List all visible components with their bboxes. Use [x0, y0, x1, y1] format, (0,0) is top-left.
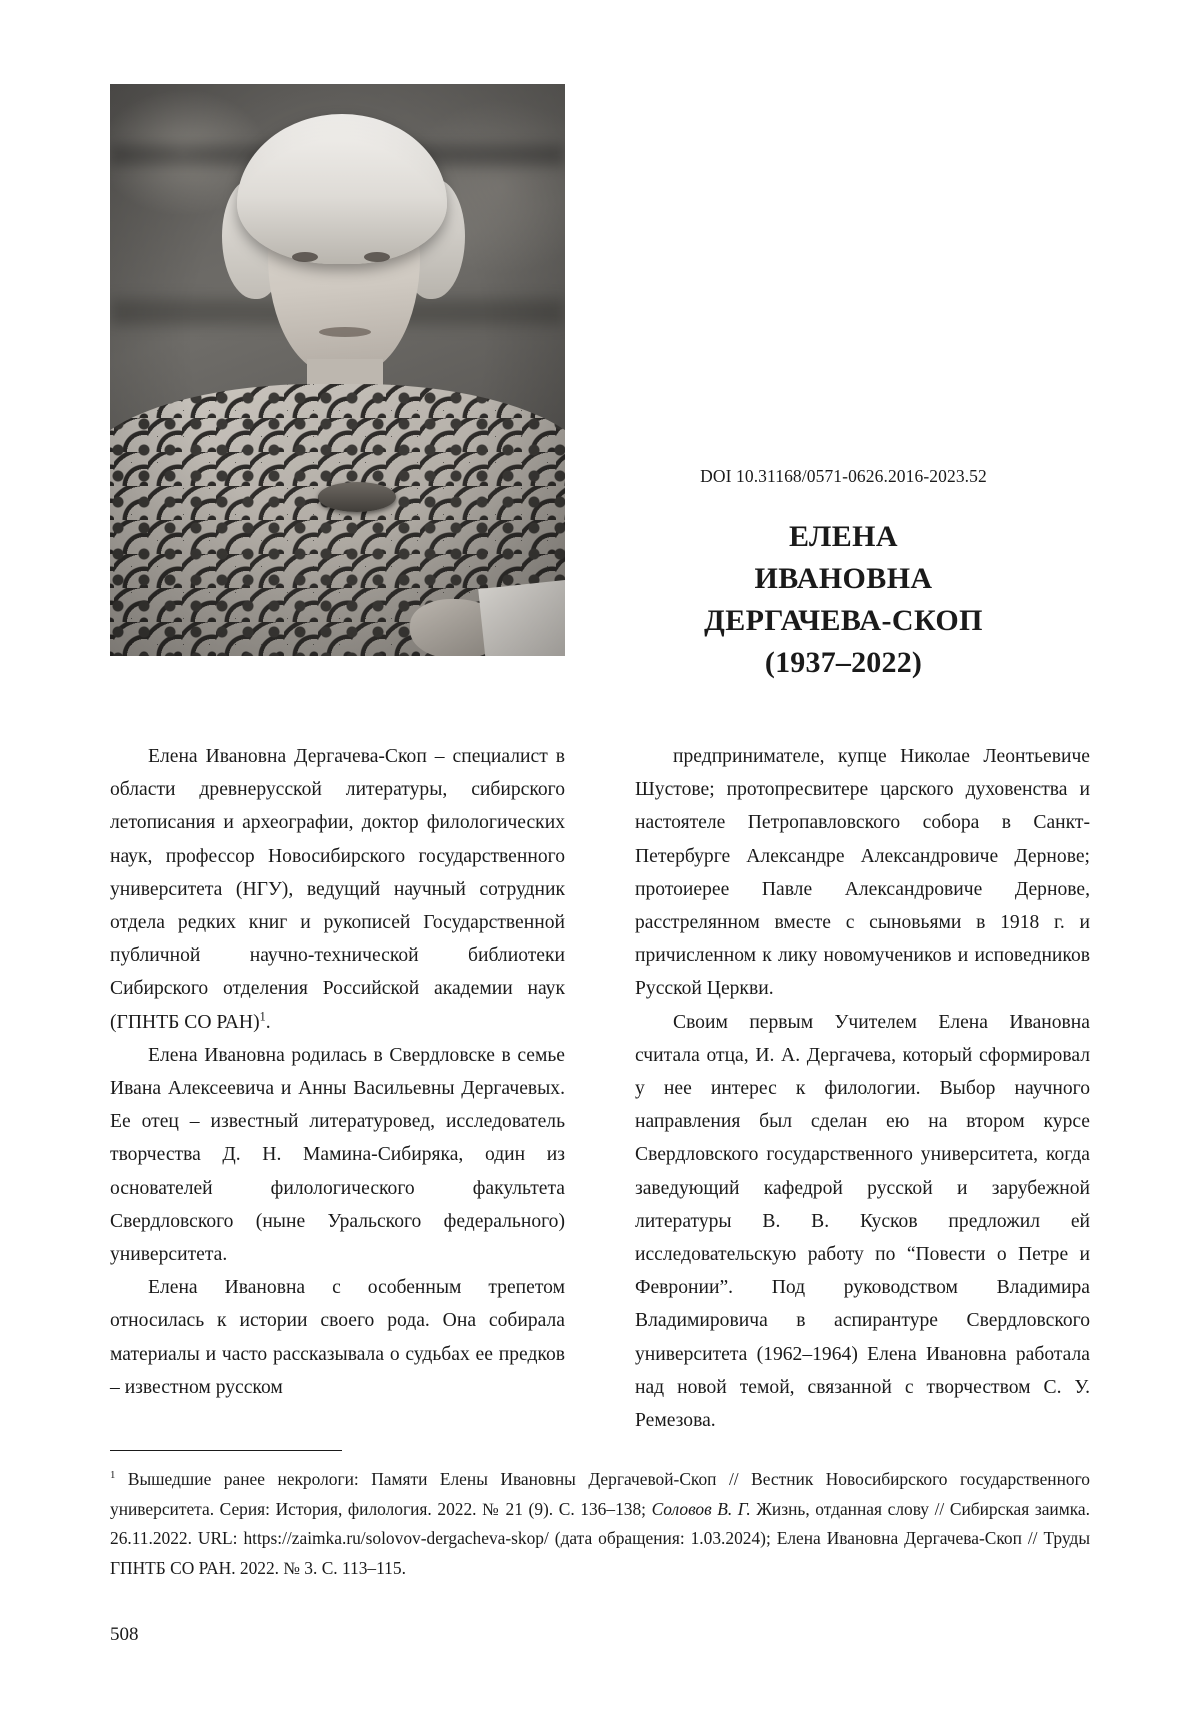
paragraph-text: Елена Ивановна Дергачева-Скоп – специалист в области древнерусской литературы, сибирского летописания и археографии, доктор филологических наук, профессор Новосибирского государственного университета (НГУ), ведущий научный сотрудник отдела редких книг и рукописей Государственной публичной научно-технической библиотеки Сибирского отделения Российской академии наук (ГПНТБ СО РАН) — [110, 746, 565, 1033]
title-line-3: ДЕРГАЧЕВА-СКОП — [704, 604, 983, 637]
paragraph: Елена Ивановна Дергачева-Скоп – специалист в области древнерусской литературы, сибирского летописания и археографии, доктор филологических наук, профессор Новосибирского государственного университета (НГУ), ведущий научный сотрудник отдела редких книг и рукописей Государственной публичной научно-технической библиотеки Сибирского отделения Российской академии наук (ГПНТБ СО РАН)$^1$. — [110, 746, 565, 1033]
header-block — [110, 84, 1090, 679]
title-column — [597, 84, 1090, 679]
footnote-block — [110, 1450, 1090, 1583]
footnote-text — [110, 1465, 1090, 1583]
footnote-separator — [110, 1450, 342, 1451]
portrait-vignette — [110, 84, 565, 656]
paragraph: предпринимателе, купце Николае Леонтьевиче Шустове; протопресвитере царского духовенства и настоятеле Петропавловского собора в Санкт-Петербурге Александре Александровиче Дернове; протоиерее Павле Александровиче Дернове, расстрелянном вместе с сыновьями в 1918 г. и причисленном к лику новомучеников и исповедников Русской Церкви. — [635, 746, 1090, 1000]
page-title — [597, 516, 1090, 684]
column-right — [635, 740, 1090, 1437]
column-left — [110, 740, 565, 1404]
title-line-2: ИВАНОВНА — [754, 562, 933, 595]
footnote-part-1: Вышедшие ранее некрологи: Памяти Елены Ивановны Дергачевой-Скоп // Вестник Новосибирского государственного университета. Серия: История, филология. 2022. № 21 (9). С. 136–138; — [110, 1469, 1090, 1519]
doi-line: DOI 10.31168/0571-0626.2016-2023.52 — [700, 466, 987, 486]
paragraph: Своим первым Учителем Елена Ивановна считала отца, И. А. Дергачева, который сформировал у нее интерес к филологии. Выбор научного направления был сделан ею на втором курсе Свердловского государственного университета, когда заведующий кафедрой русской и зарубежной литературы В. В. Кусков предложил ей исследовательскую работу по “Повести о Петре и Февронии”. Под руководством Владимира Владимировича в аспирантуре Свердловского университета (1962–1964) Елена Ивановна работала над новой темой, связанной с творчеством С. У. Ремезова. — [635, 1011, 1090, 1432]
paragraph: Елена Ивановна с особенным трепетом относилась к истории своего рода. Она собирала материалы и часто рассказывала о судьбах ее предков – известном русском — [110, 1277, 565, 1398]
page-number: 508 — [110, 1624, 139, 1645]
footnote-author-italic: Соловов В. Г. — [651, 1498, 757, 1519]
paragraph: Елена Ивановна родилась в Свердловске в семье Ивана Алексеевича и Анны Васильевны Дергачевых. Ее отец – известный литературовед, исследователь творчества Д. Н. Мамина-Сибиряка, один из основателей филологического факультета Свердловского (ныне Уральского федерального) университета. — [110, 1044, 565, 1266]
title-line-1: ЕЛЕНА — [789, 520, 898, 553]
title-years: (1937–2022) — [764, 646, 923, 679]
portrait-photo — [110, 84, 565, 656]
footnote-marker: 1 — [110, 1469, 116, 1482]
footnote-reference[interactable]: 1 — [259, 1009, 266, 1024]
footnote-part-2: Жизнь, отданная слову // Сибирская заимка. 26.11.2022. URL: https://zaimka.ru/solovov-dergacheva-skop/ (дата обращения: 1.03.2024); Елена Ивановна Дергачева-Скоп // Труды ГПНТБ СО РАН. 2022. № 3. С. 113–115. — [110, 1498, 1090, 1578]
